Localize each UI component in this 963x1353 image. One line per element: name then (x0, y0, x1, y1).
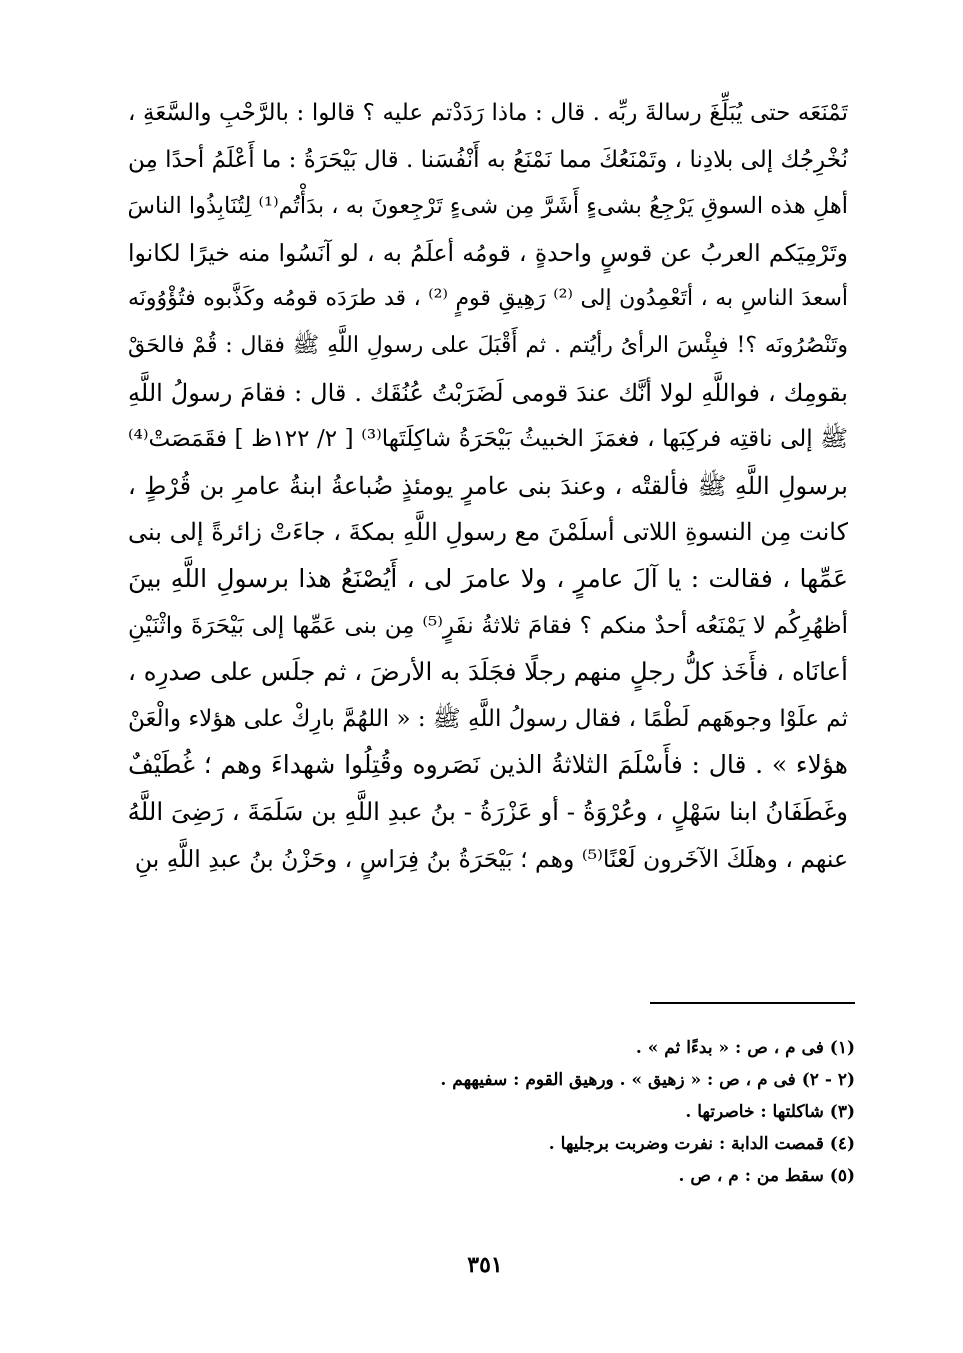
footnote-divider (650, 1002, 855, 1004)
text-line: بقومِك ، فواللَّهِ لولا أنَّك عندَ قومى لَضَرَبْتُ عُنُقَك . قال : فقامَ رسولُ اللَّهِ (128, 378, 848, 407)
text-line: برسولِ اللَّهِ ﷺ فألقتْه ، وعندَ بنى عامرٍ يومئذٍ ضُباعةُ ابنةُ عامرِ بن قُرْطٍ ، (128, 471, 848, 500)
text-line: نُخْرِجُك إلى بلادِنا ، وتَمْنَعُكَ مما نَمْنَعُ به أَنْفُسَنا . قال بَيْحَرَةُ : ما أَعْلَمُ أحدًا مِن (128, 146, 848, 173)
footnote-1: (١) فى م ، ص : « بدءًا ثم » . (635, 1038, 855, 1058)
footnote-2: (٢ - ٢) فى م ، ص : « زهيق » . ورهيق القوم : سفيههم . (440, 1070, 855, 1090)
footnotes (200, 1032, 855, 1192)
text-line: كانت مِن النسوةِ اللاتى أسلَمْنَ مع رسولِ اللَّهِ بمكةَ ، جاءَتْ زائرةً إلى بنى (128, 518, 848, 547)
text-line: ثم علَوْا وجوهَهم لَطْمًا ، فقال رسولُ اللَّهِ ﷺ : « اللهُمَّ بارِكْ على هؤلاء والْعَنْ (128, 705, 848, 732)
footnote-3: (٣) شاكلتها : خاصرتها . (685, 1102, 855, 1122)
footnote-4: (٤) قمصت الدابة : نفرت وضربت برجليها . (548, 1134, 855, 1154)
text-line: وتَرْمِيَكم العربُ عن قوسٍ واحدةٍ ، قومُه أعلَمُ به ، لو آنَسُوا منه خيرًا لكانوا (128, 238, 848, 267)
text-line: أظهُرِكُم لا يَمْنَعُه أحدٌ منكم ؟ فقامَ ثلاثةُ نفَرٍ⁽⁵⁾ مِن بنى عَمِّها إلى بَيْحَرَةَ واثْنَيْنِ (128, 612, 848, 639)
text-line: أهلِ هذه السوقِ يَرْجِعُ بشىءٍ أَشَرَّ مِن شىءٍ تَرْجِعونَ به ، بدَأْتُم⁽¹⁾ لِتُنَابِذُوا الناسَ (128, 193, 848, 220)
text-line: أسعدَ الناسِ به ، أتَعْمِدُون إلى ⁽²⁾ رَهِيقِ قومٍ ⁽²⁾ ، قد طرَدَه قومُه وكَذَّبوه فتُؤْوُونَه (128, 286, 848, 312)
text-line: ﷺ إلى ناقتِه فركِبَها ، فغمَزَ الخبيثُ بَيْحَرَةُ شاكِلَتَها⁽³⁾ [ ٢/ ١٢٢ظ ] فقَمَصَتْ⁽⁴⁾ (128, 426, 848, 453)
main-text (128, 90, 848, 882)
text-line: عنهم ، وهلَكَ الآخَرون لَعْنًا⁽⁵⁾ وهم ؛ بَيْحَرَةُ بنُ فِرَاسٍ ، وحَزْنُ بنُ عبدِ اللَّهِ بنِ (134, 844, 848, 873)
text-line: هؤلاء » . قال : فأَسْلَمَ الثلاثةُ الذين نَصَروه وقُتِلُوا شهداءَ وهم ؛ غُطَيْفٌ (128, 750, 848, 780)
text-line: وتَنْصُرُونَه ؟! فبِئْسَ الرأىُ رأيُتم . ثم أَقْبَلَ على رسولِ اللَّهِ ﷺ فقال : قُمْ فالحَقْ (128, 332, 848, 358)
text-line: عَمِّها ، فقالت : يا آلَ عامرٍ ، ولا عامرَ لى ، أَيُصْنَعُ هذا برسولِ اللَّهِ بينَ (128, 563, 848, 593)
footnote-5: (٥) سقط من : م ، ص . (678, 1166, 855, 1186)
text-line: أعانَاه ، فأَخَذ كلُّ رجلٍ منهم رجلًا فجَلَدَ به الأرضَ ، ثم جلَس على صدرِه ، (128, 657, 848, 687)
text-line: تَمْنَعَه حتى يُبَلِّغَ رسالةَ ربِّه . قال : ماذا رَدَدْتم عليه ؟ قالوا : بالرَّحْبِ والسَّعَةِ ، (128, 100, 848, 126)
text-line: وغَطَفَانُ ابنا سَهْلٍ ، وعُرْوَةُ - أو عَزْرَةُ - بنُ عبدِ اللَّهِ بن سَلَمَةَ ، رَضِىَ اللَّهُ (128, 796, 848, 826)
page-number: ٣٥١ (467, 1252, 503, 1278)
